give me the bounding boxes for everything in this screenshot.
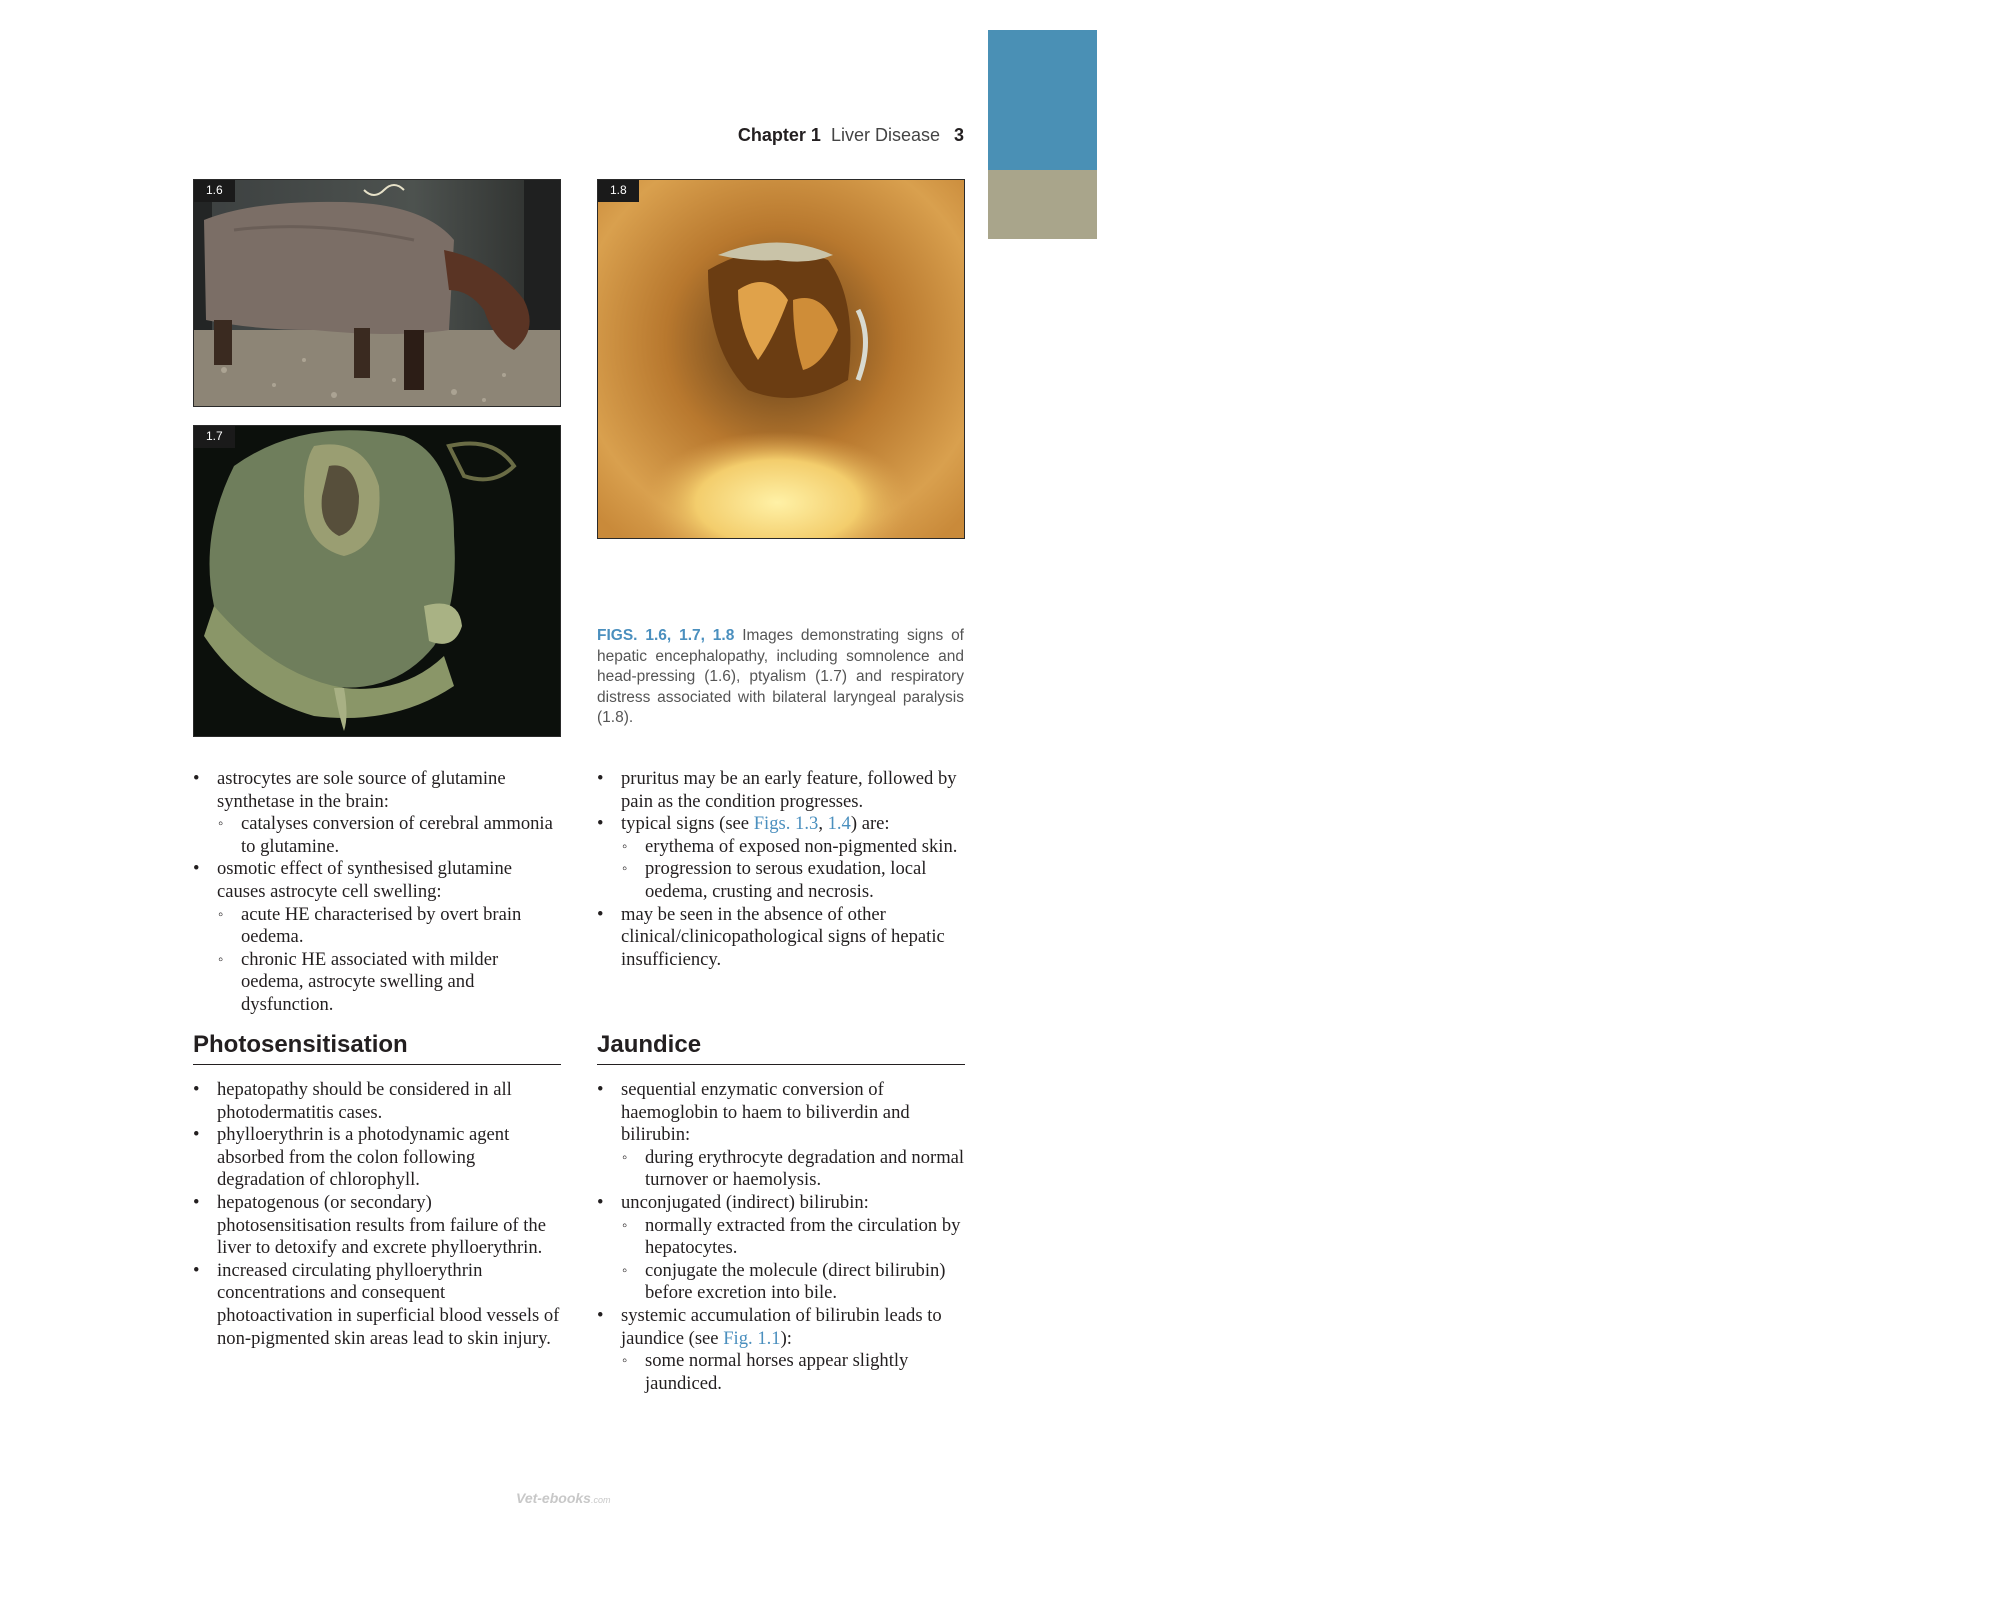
- list-item-text: during erythrocyte degradation and normal turnover or haemolysis.: [645, 1146, 965, 1191]
- list-item-text: catalyses conversion of cerebral ammonia to glutamine.: [241, 813, 553, 857]
- chapter-tab-number: 1: [1984, 349, 2008, 398]
- sub-list-item: [621, 1350, 967, 1395]
- list-item-text: may be seen in the absence of other clinical/clinicopathological signs of hepatic insufficiency.: [621, 903, 945, 970]
- list-item: [193, 858, 563, 1016]
- watermark-domain: .com: [590, 1495, 611, 1505]
- list-item-text: erythema of exposed non-pigmented skin.: [645, 835, 958, 857]
- sub-list-item: [621, 1260, 967, 1305]
- figure-1-8: [597, 179, 965, 539]
- sub-list-item: [621, 858, 967, 903]
- figure-link-1-1[interactable]: Fig. 1.1: [723, 1327, 781, 1349]
- list-item: [597, 1079, 967, 1192]
- list-item: [193, 1192, 563, 1260]
- running-head: [738, 125, 964, 146]
- list-item-text: progression to serous exudation, local oedema, crusting and necrosis.: [645, 858, 927, 902]
- sub-list-item: [217, 904, 563, 949]
- list-item: [597, 1305, 967, 1395]
- list-item-text: unconjugated (indirect) bilirubin:: [621, 1191, 869, 1213]
- left-top-list: [193, 768, 563, 1017]
- section-heading-photosensitisation: Photosensitisation: [193, 1030, 561, 1065]
- list-item-text: pruritus may be an early feature, followed by pain as the condition progresses.: [621, 768, 957, 812]
- list-item: [193, 1079, 563, 1124]
- chapter-tab: [988, 170, 2008, 398]
- list-item: [193, 1260, 563, 1350]
- chapter-label: Chapter 1: [737, 125, 821, 145]
- figure-1-7: [193, 425, 561, 737]
- list-item-text: astrocytes are sole source of glutamine synthetase in the brain:: [217, 768, 506, 812]
- list-item-text: typical signs (see: [621, 813, 754, 835]
- list-item-text: normally extracted from the circulation by hepatocytes.: [645, 1214, 961, 1259]
- figure-link-1-3[interactable]: Figs. 1.3: [753, 813, 819, 835]
- list-item-text: sequential enzymatic conversion of haemoglobin to haem to biliverdin and bilirubin:: [621, 1079, 910, 1146]
- sub-list-item: [621, 836, 967, 859]
- figure-label-1-6: 1.6: [194, 180, 235, 202]
- figure-label-1-7: 1.7: [194, 426, 235, 448]
- list-item-text: acute HE characterised by overt brain oedema.: [241, 903, 522, 948]
- chapter-title: Liver Disease: [830, 125, 940, 145]
- caption-figure-ref: FIGS. 1.6, 1.7, 1.8: [597, 627, 735, 644]
- list-item: [193, 768, 563, 858]
- sub-list-item: [217, 813, 563, 858]
- list-item-text: systemic accumulation of bilirubin leads to jaundice (see: [621, 1304, 942, 1349]
- section-heading-jaundice: Jaundice: [597, 1030, 965, 1065]
- list-item-text: hepatopathy should be considered in all photodermatitis cases.: [217, 1079, 512, 1123]
- list-item-text: some normal horses appear slightly jaundiced.: [645, 1350, 909, 1394]
- list-item: [597, 904, 967, 972]
- page-number: 3: [953, 125, 964, 145]
- sub-list-item: [621, 1215, 967, 1260]
- sub-list-item: [217, 949, 563, 1017]
- list-item: [597, 813, 967, 903]
- list-item-text: phylloerythrin is a photodynamic agent absorbed from the colon following degradation of chlorophyll.: [217, 1124, 510, 1191]
- photosensitisation-list: [193, 1079, 563, 1350]
- list-item-text: chronic HE associated with milder oedema, astrocyte swelling and dysfunction.: [241, 948, 499, 1015]
- list-item-text: ) are:: [850, 813, 890, 835]
- figure-1-6: [193, 179, 561, 407]
- endoscopy-photo: [598, 180, 964, 538]
- list-item-text: hepatogenous (or secondary) photosensitisation results from failure of the liver to detoxify and excrete phylloerythrin.: [217, 1191, 546, 1259]
- figure-link-1-4[interactable]: 1.4: [827, 813, 851, 835]
- horse-photo: [194, 180, 560, 406]
- figure-label-1-8: 1.8: [598, 180, 639, 202]
- list-item: [193, 1124, 563, 1192]
- list-item: [597, 768, 967, 813]
- list-item-text: osmotic effect of synthesised glutamine causes astrocyte cell swelling:: [217, 858, 513, 902]
- caption-text: Images demonstrating signs of hepatic encephalopathy, including somnolence and head-pressing (1.6), ptyalism (1.7) and respiratory distress associated with bilateral laryngeal paralysis (1.8).: [597, 627, 964, 726]
- horse-head-photo: [194, 426, 560, 736]
- watermark-logo: [516, 1490, 610, 1506]
- watermark-text: Vet-ebooks: [516, 1490, 591, 1506]
- chapter-tab-top: [988, 30, 1097, 170]
- list-item-text: conjugate the molecule (direct bilirubin) before excretion into bile.: [645, 1259, 946, 1304]
- list-item-text: ,: [818, 813, 828, 835]
- figure-caption: [597, 626, 964, 729]
- sub-list-item: [621, 1147, 967, 1192]
- jaundice-list: [597, 1079, 967, 1395]
- list-item-text: ):: [780, 1327, 792, 1349]
- list-item: [597, 1192, 967, 1305]
- right-top-list: [597, 768, 967, 971]
- list-item-text: increased circulating phylloerythrin concentrations and consequent photoactivation in superficial blood vessels of non-pigmented skin areas lead to skin injury.: [217, 1259, 560, 1349]
